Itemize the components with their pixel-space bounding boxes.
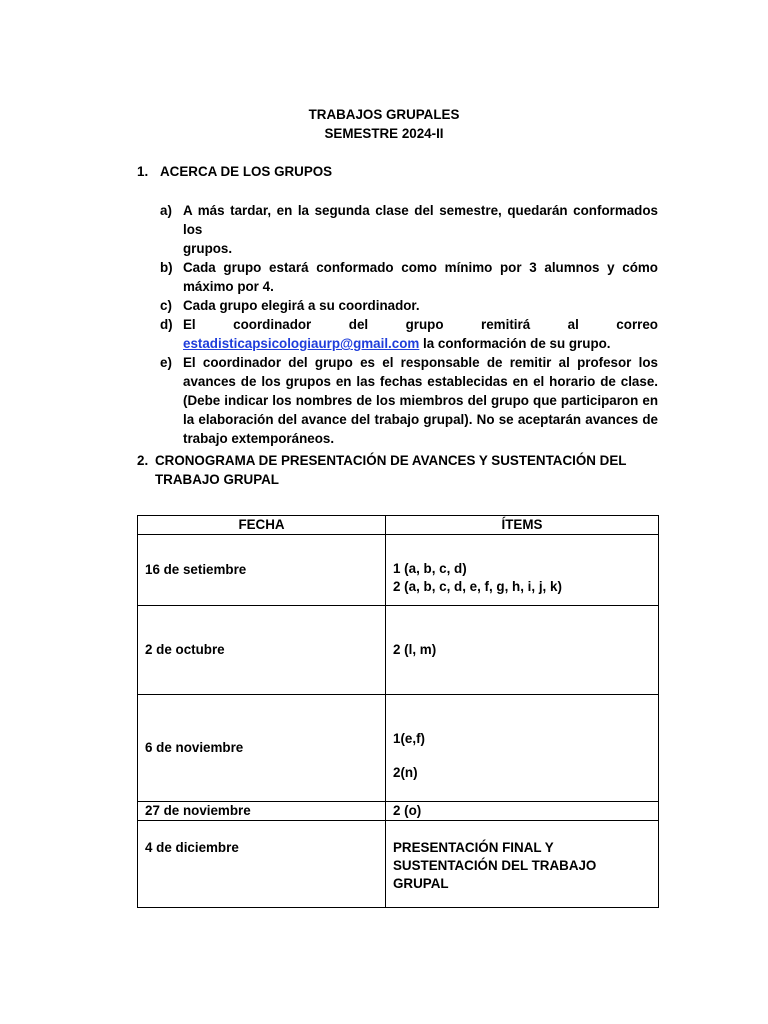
items-cell [386,821,659,908]
list-item-text: Cada grupo elegirá a su coordinador. [183,298,420,313]
section-2-heading [137,451,637,489]
list-item-text: A más tardar, en la segunda clase del semestre, quedarán conformados los [183,203,658,237]
table-header-row [138,516,659,535]
list-item-c [160,296,658,315]
items-cell: 2 (o) [386,802,659,821]
list-item-label: e) [160,355,172,370]
items-text: GRUPAL [393,876,449,891]
items-text: 2 (a, b, c, d, e, f, g, h, i, j, k) [393,579,562,594]
column-header-items: ÍTEMS [386,516,659,535]
list-item-label: b) [160,260,173,275]
list-item-text: la conformación de su grupo. [419,336,611,351]
section-1-list [160,201,658,448]
table-row [138,802,659,821]
table-row [138,695,659,802]
items-cell [386,695,659,802]
fecha-cell: 6 de noviembre [138,695,386,802]
list-item-a [160,201,658,258]
table-row [138,535,659,606]
items-text: PRESENTACIÓN FINAL Y [393,840,554,855]
document-title: TRABAJOS GRUPALES [308,107,460,122]
items-text: 1 (a, b, c, d) [393,561,467,576]
items-text: 1(e,f) [393,731,425,746]
list-item-label: d) [160,317,173,332]
schedule-table [137,515,659,908]
section-2-title-line1: CRONOGRAMA DE PRESENTACIÓN DE AVANCES Y SUSTENTACIÓN DEL [155,453,627,468]
fecha-cell: 27 de noviembre [138,802,386,821]
list-item-label: a) [160,203,172,218]
email-link[interactable]: estadisticapsicologiaurp@gmail.com [183,336,420,351]
table-row [138,821,659,908]
section-1-title: ACERCA DE LOS GRUPOS [160,164,333,179]
column-header-fecha: FECHA [138,516,386,535]
items-text: 2(n) [393,765,418,780]
list-item-text: El coordinador del grupo es el responsable de remitir al profesor los avances de los grupos en las fechas establecidas en el horario de clase. (Debe indicar los nombres de los miembros del grupo que participaron en la elaboración del avance del trabajo grupal). No se aceptarán avances de trabajo extemporáneos. [183,355,658,446]
list-item-text: El coordinador del grupo remitirá al correo [183,317,658,332]
fecha-cell: 2 de octubre [138,606,386,695]
document-subtitle: SEMESTRE 2024-II [324,126,444,141]
list-item-label: c) [160,298,172,313]
section-2-title-line2: TRABAJO GRUPAL [155,472,279,487]
items-cell [386,535,659,606]
items-text: SUSTENTACIÓN DEL TRABAJO [393,858,597,873]
list-item-text: Cada grupo estará conformado como mínimo por 3 alumnos y cómo [183,260,658,275]
list-item-text: máximo por 4. [183,279,274,294]
list-item-d [160,315,658,353]
items-cell: 2 (l, m) [386,606,659,695]
fecha-cell: 16 de setiembre [138,535,386,606]
section-2-number: 2. [137,453,149,468]
list-item-b [160,258,658,296]
table-row [138,606,659,695]
section-1-heading [137,162,332,181]
section-1-number: 1. [137,164,149,179]
list-item-e [160,353,658,448]
fecha-cell: 4 de diciembre [138,821,386,908]
list-item-text: grupos. [183,241,233,256]
